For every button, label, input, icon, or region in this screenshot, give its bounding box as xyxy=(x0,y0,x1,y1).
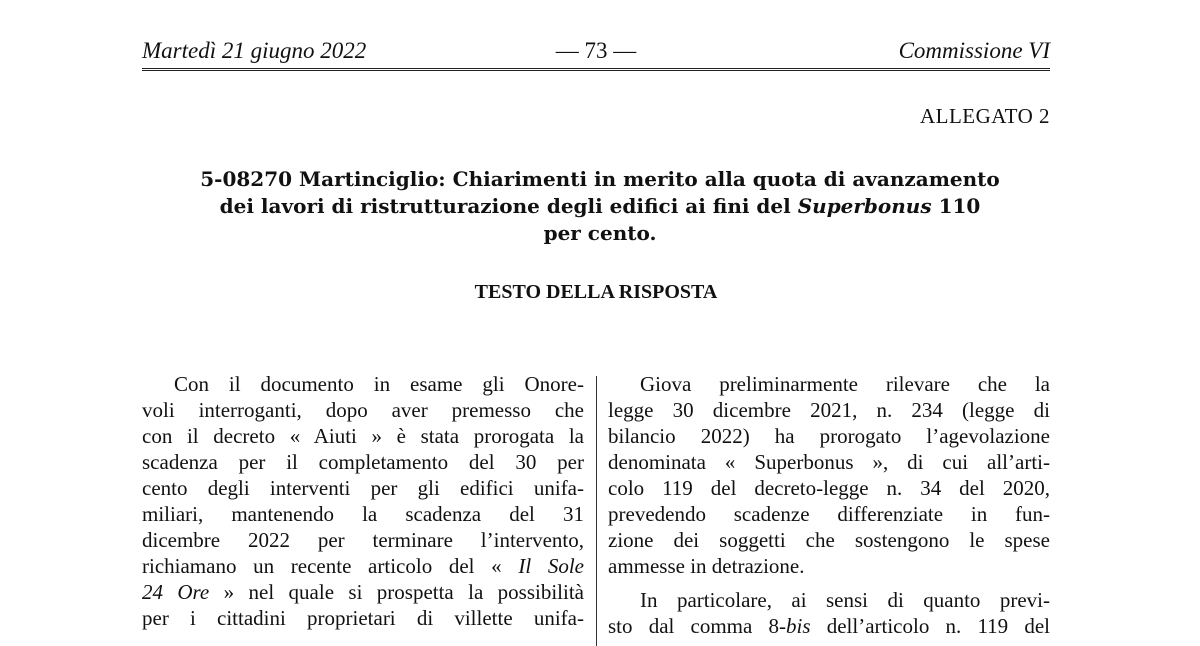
left-column xyxy=(142,371,584,631)
newspaper-name-cont: 24 Ore xyxy=(142,580,210,604)
left-line: con il decreto « Aiuti » è stata prorogata la xyxy=(142,424,584,448)
header-page-number: — 73 — xyxy=(555,38,637,63)
right-line: Giova preliminarmente rilevare che la xyxy=(640,372,1050,396)
left-line-text: » nel quale si prospetta la possibilità xyxy=(209,580,584,604)
title-line-2 xyxy=(190,193,1010,220)
right-column xyxy=(608,371,1050,639)
header-commission: Commissione VI xyxy=(898,38,1050,63)
title-line-2-start: dei lavori di ristrutturazione degli edifici ai fini del xyxy=(219,194,798,218)
right-line-text: sto dal comma 8- xyxy=(608,614,787,638)
right-line: bilancio 2022) ha prorogato l’agevolazione xyxy=(608,424,1050,448)
newspaper-name: Il Sole xyxy=(518,554,584,578)
bis-italic: bis xyxy=(786,614,811,638)
left-line: dicembre 2022 per terminare l’intervento, xyxy=(142,528,584,552)
right-line xyxy=(608,613,1050,639)
title-line-3: per cento. xyxy=(543,221,657,245)
left-line xyxy=(142,553,584,579)
right-line: zione dei soggetti che sostengono le spese xyxy=(608,528,1050,552)
left-line: scadenza per il completamento del 30 per xyxy=(142,450,584,474)
running-header xyxy=(142,38,1050,71)
title-superbonus: Superbonus xyxy=(797,194,932,218)
right-line-text: dell’articolo n. 119 del xyxy=(810,614,1051,638)
left-line: Con il documento in esame gli Onore- xyxy=(174,372,584,396)
right-line: colo 119 del decreto-legge n. 34 del 2020, xyxy=(608,476,1050,500)
right-line: In particolare, ai sensi di quanto previ- xyxy=(640,588,1050,612)
right-line: ammesse in detrazione. xyxy=(608,554,805,578)
left-line: per i cittadini proprietari di villette unifa- xyxy=(142,606,584,630)
section-heading: TESTO DELLA RISPOSTA xyxy=(474,281,718,303)
document-title xyxy=(190,166,1010,247)
right-line: legge 30 dicembre 2021, n. 234 (legge di xyxy=(608,398,1050,422)
left-line: miliari, mantenendo la scadenza del 31 xyxy=(142,502,584,526)
column-divider xyxy=(596,376,597,646)
right-line: denominata « Superbonus », di cui all’arti- xyxy=(608,450,1050,474)
left-line xyxy=(142,579,584,605)
left-line: cento degli interventi per gli edifici unifa- xyxy=(142,476,584,500)
right-line: prevedendo scadenze differenziate in fun- xyxy=(608,502,1050,526)
header-date: Martedì 21 giugno 2022 xyxy=(142,38,367,63)
annex-label: ALLEGATO 2 xyxy=(919,104,1050,128)
left-line: voli interroganti, dopo aver premesso che xyxy=(142,398,584,422)
left-line-text: richiamano un recente articolo del « xyxy=(142,554,519,578)
title-line-2-end: 110 xyxy=(931,194,981,218)
title-line-1: 5-08270 Martinciglio: Chiarimenti in merito alla quota di avanzamento xyxy=(200,167,1000,191)
